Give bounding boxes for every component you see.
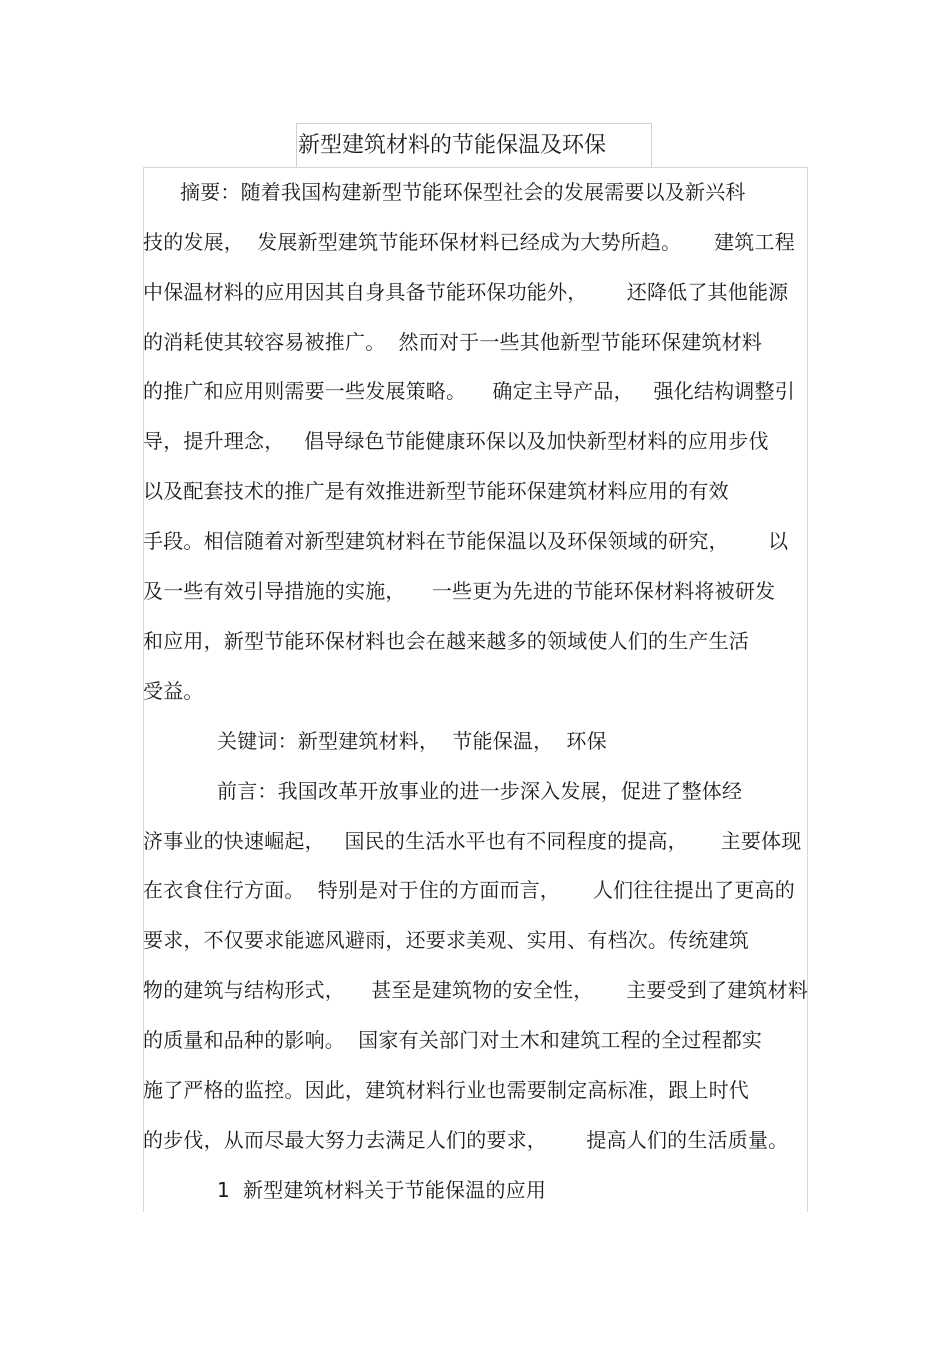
- abstract-line-10: 和应用，新型节能环保材料也会在越来越多的领域使人们的生产生活: [143, 629, 749, 653]
- preface-line-1: 前言：我国改革开放事业的进一步深入发展，促进了整体经: [217, 779, 743, 803]
- preface-line-2: 济事业的快速崛起， 国民的生活水平也有不同程度的提高， 主要体现: [143, 829, 802, 853]
- keywords-line: 关键词：新型建筑材料， 节能保温， 环保: [217, 729, 607, 753]
- preface-line-5: 物的建筑与结构形式， 甚至是建筑物的安全性， 主要受到了建筑材料: [143, 978, 809, 1002]
- abstract-line-9: 及一些有效引导措施的实施， 一些更为先进的节能环保材料将被研发: [143, 579, 776, 603]
- preface-line-4: 要求，不仅要求能遮风避雨，还要求美观、实用、有档次。传统建筑: [143, 928, 749, 952]
- preface-line-8: 的步伐，从而尽最大努力去满足人们的要求， 提高人们的生活质量。: [143, 1128, 789, 1152]
- abstract-line-4: 的消耗使其较容易被推广。 然而对于一些其他新型节能环保建筑材料: [143, 330, 763, 354]
- abstract-line-2: 技的发展， 发展新型建筑节能环保材料已经成为大势所趋。 建筑工程: [143, 230, 795, 254]
- page-title: 新型建筑材料的节能保温及环保: [298, 133, 607, 158]
- preface-line-3: 在衣食住行方面。 特别是对于住的方面而言， 人们往往提出了更高的: [143, 878, 795, 902]
- abstract-line-1: 摘要：随着我国构建新型节能环保型社会的发展需要以及新兴科: [180, 180, 746, 204]
- abstract-line-3: 中保温材料的应用因其自身具备节能环保功能外， 还降低了其他能源: [143, 280, 789, 304]
- preface-line-6: 的质量和品种的影响。 国家有关部门对土木和建筑工程的全过程都实: [143, 1028, 763, 1052]
- abstract-line-8: 手段。相信随着对新型建筑材料在节能保温以及环保领域的研究， 以: [143, 529, 789, 553]
- abstract-line-6: 导，提升理念， 倡导绿色节能健康环保以及加快新型材料的应用步伐: [143, 429, 769, 453]
- abstract-line-7: 以及配套技术的推广是有效推进新型节能环保建筑材料应用的有效: [143, 479, 729, 503]
- abstract-line-5: 的推广和应用则需要一些发展策略。 确定主导产品， 强化结构调整引: [143, 379, 795, 403]
- body-frame: [143, 167, 808, 1212]
- preface-line-7: 施了严格的监控。因此，建筑材料行业也需要制定高标准，跟上时代: [143, 1078, 749, 1102]
- section-heading: 1 新型建筑材料关于节能保温的应用: [217, 1178, 547, 1202]
- abstract-line-11: 受益。: [143, 679, 204, 703]
